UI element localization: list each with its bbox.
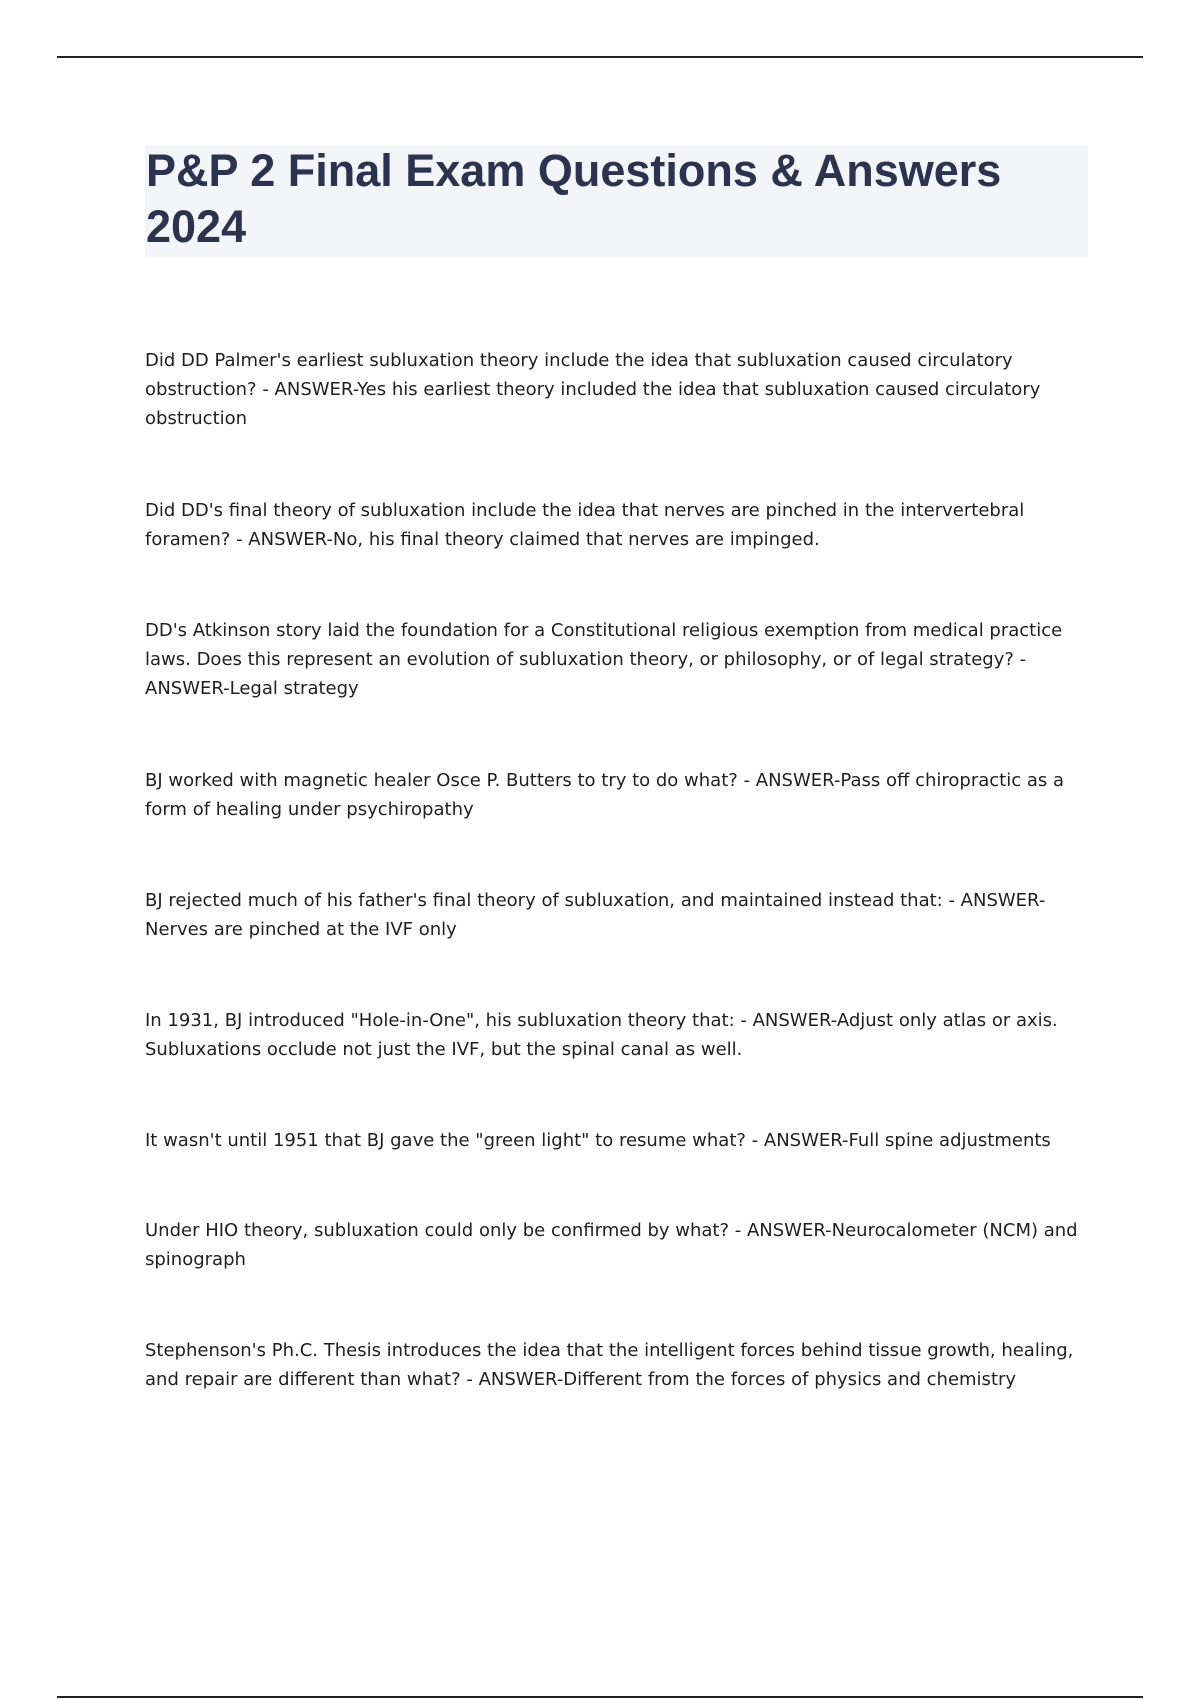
qa-item: DD's Atkinson story laid the foundation for a Constitutional religious exemption from medical practice laws. Does this represent an evolution of subluxation theory, or philosophy, or of legal strategy? - ANSWER-Legal strategy bbox=[145, 620, 1063, 699]
top-divider bbox=[57, 56, 1143, 58]
page-title: P&P 2 Final Exam Questions & Answers 2024 bbox=[146, 145, 1002, 252]
bottom-divider bbox=[57, 1696, 1143, 1698]
qa-item: Under HIO theory, subluxation could only be confirmed by what? - ANSWER-Neurocalometer (NCM) and spinograph bbox=[145, 1220, 1078, 1270]
qa-item: BJ rejected much of his father's final theory of subluxation, and maintained instead that: - ANSWER-Nerves are pinched at the IVF only bbox=[145, 890, 1046, 940]
qa-item: Did DD's final theory of subluxation include the idea that nerves are pinched in the intervertebral foramen? - ANSWER-No, his final theory claimed that nerves are impinged. bbox=[145, 500, 1025, 550]
qa-item: BJ worked with magnetic healer Osce P. Butters to try to do what? - ANSWER-Pass off chiropractic as a form of healing under psychiropathy bbox=[145, 770, 1065, 820]
qa-item: Stephenson's Ph.C. Thesis introduces the idea that the intelligent forces behind tissue growth, healing, and repair are different than what? - ANSWER-Different from the forces of physics and chemistry bbox=[145, 1340, 1074, 1390]
qa-item: In 1931, BJ introduced "Hole-in-One", his subluxation theory that: - ANSWER-Adjust only atlas or axis. Subluxations occlude not just the IVF, but the spinal canal as well. bbox=[145, 1010, 1058, 1060]
qa-item: It wasn't until 1951 that BJ gave the "green light" to resume what? - ANSWER-Full spine adjustments bbox=[145, 1130, 1051, 1151]
qa-item: Did DD Palmer's earliest subluxation theory include the idea that subluxation caused circulatory obstruction? - ANSWER-Yes his earliest theory included the idea that subluxation caused circulatory obstruction bbox=[145, 350, 1041, 429]
